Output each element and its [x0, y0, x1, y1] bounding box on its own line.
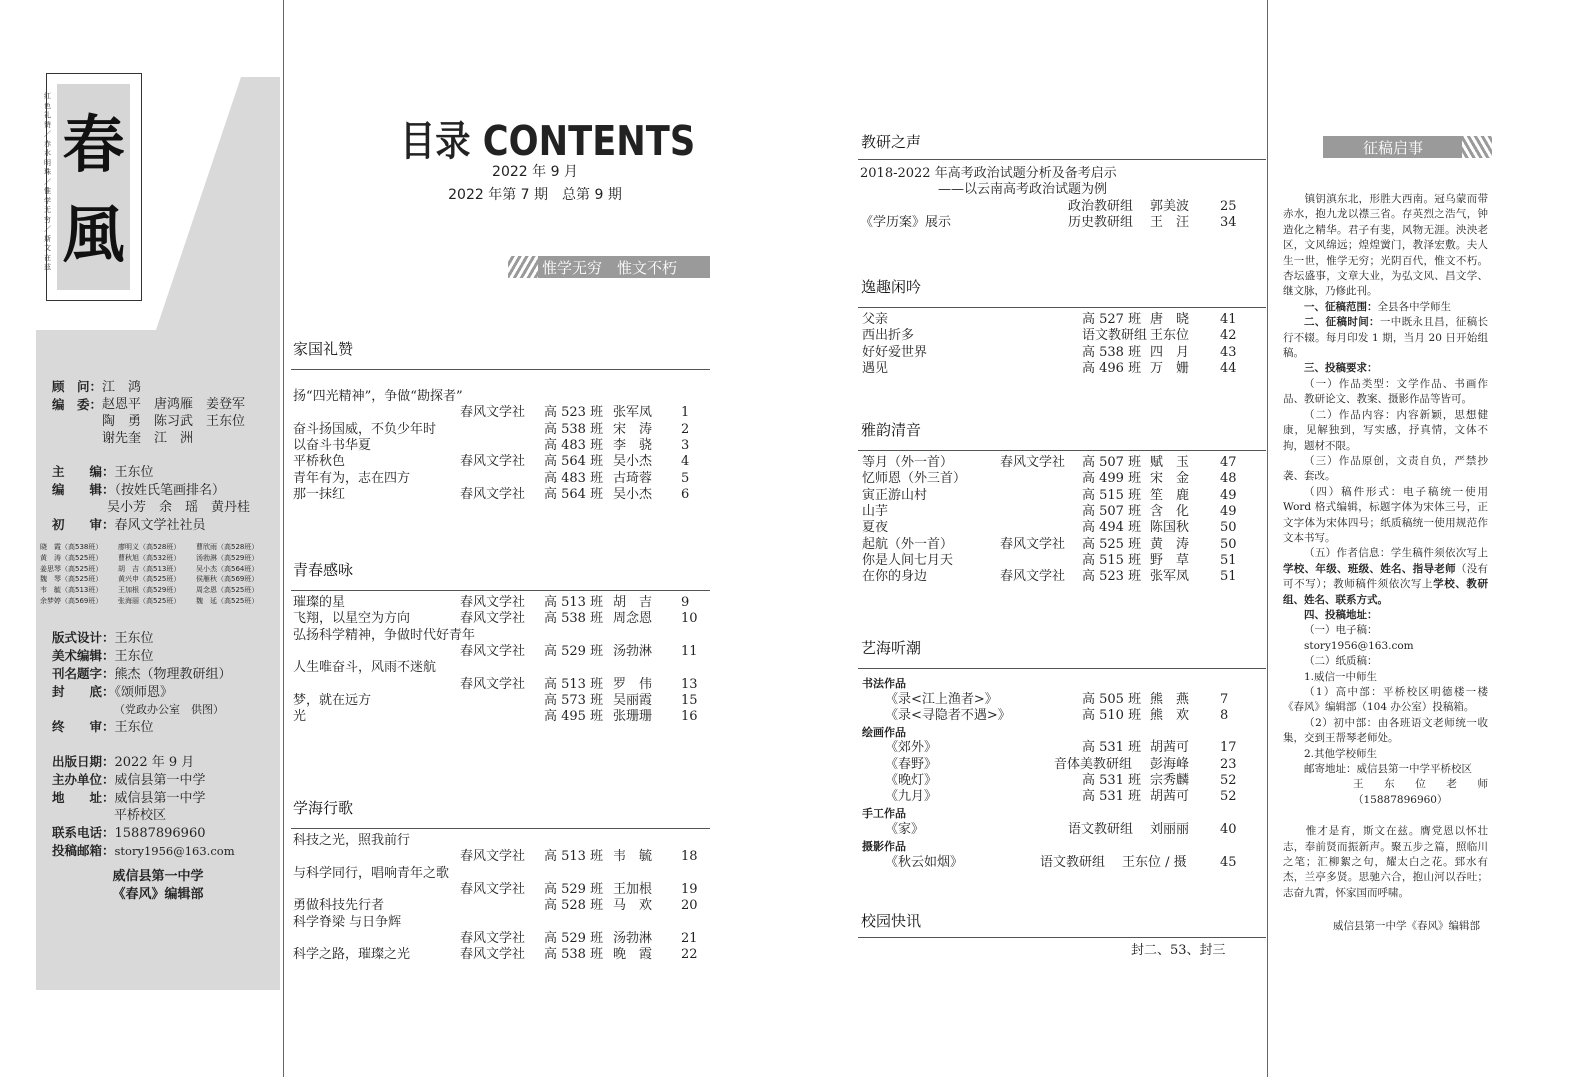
page-title: 目录 CONTENTS — [400, 117, 696, 165]
entry-society: 春风文学社 — [460, 947, 526, 963]
entry-title: 青年有为，志在四方 — [293, 470, 411, 486]
entry-society: 春风文学社 — [460, 676, 526, 692]
entry-author: 赋 玉 — [1150, 455, 1190, 470]
entry-title: 寅正游山村 — [862, 487, 928, 503]
page-numbers: 封二、53、封三 — [1131, 943, 1226, 958]
entry-title: 那一抹红 — [293, 486, 346, 502]
section-title: 逸趣闲吟 — [861, 278, 922, 296]
entry-class: 高 538 班 — [544, 421, 604, 437]
entry-class: 高 483 班 — [544, 437, 604, 453]
entry-page: 47 — [1220, 455, 1237, 470]
entry-author: 唐 晓 — [1150, 312, 1190, 327]
issue-date: 2022 年 9 月 — [492, 164, 578, 180]
entry-author: 吴小杰 — [613, 486, 653, 502]
entry-author: 宋 涛 — [613, 421, 653, 437]
entry-author: 吴小杰 — [613, 454, 653, 470]
entry-page: 13 — [681, 676, 698, 692]
entry-class: 高 531 班 — [1082, 789, 1142, 804]
section-rule — [858, 307, 1266, 308]
masthead-char-2: 風 — [62, 198, 125, 271]
entry-page: 8 — [1220, 708, 1229, 723]
editorial-board: 顾 问：江 鸿 编 委： 赵恩平 唐鸿雁 姜登军 陶 勇 陈习武 王东位 谢先奎 江 洲 主 编：王东位 编 辑：（按姓氏笔画排名） 吴小芳 余 瑶 黄丹桂 初 审：春风文学社社员 — [52, 379, 251, 533]
entry-author: 周念恩 — [613, 611, 653, 627]
entry-page: 4 — [681, 454, 690, 470]
entry-title: 梦，就在远方 — [293, 692, 372, 708]
entry-author: 宋 金 — [1150, 471, 1190, 487]
entry-class: 高 515 班 — [1082, 487, 1142, 503]
slogan-text: 惟学无穷 惟文不朽 — [542, 259, 678, 277]
entry-class: 高 483 班 — [544, 470, 604, 486]
entry-page: 23 — [1220, 757, 1237, 772]
entry-society: 春风文学社 — [1000, 569, 1066, 585]
entry-page: 5 — [681, 470, 690, 486]
entry-title: 夏夜 — [862, 520, 889, 536]
entry-class: 高 507 班 — [1082, 503, 1142, 519]
entry-class: 语文教研组 — [1068, 822, 1134, 837]
column-divider-right — [1267, 0, 1268, 1077]
section-title: 校园快讯 — [861, 912, 922, 930]
section-title: 雅韵清音 — [861, 421, 922, 439]
section-rule — [858, 937, 1266, 938]
entry-title: 科学脊梁 与日争辉 — [293, 914, 402, 930]
entry-page: 15 — [681, 692, 698, 708]
entry-author: 胡 吉 — [613, 595, 653, 610]
subcategory-label: 绘画作品 — [862, 726, 906, 739]
section-rule — [291, 590, 710, 591]
call-title: 征稿启事 — [1362, 139, 1423, 157]
subcategory-label: 书法作品 — [862, 677, 906, 690]
entry-class: 高 513 班 — [544, 595, 604, 610]
entry-class: 高 523 班 — [1082, 569, 1142, 585]
entry-page: 52 — [1220, 773, 1237, 788]
entry-author: 王东位 / 摄 — [1122, 855, 1187, 870]
entry-title: 扬“四光精神”，争做“勘探者” — [293, 389, 463, 404]
entry-page: 22 — [681, 947, 698, 963]
entry-class: 高 499 班 — [1082, 471, 1142, 487]
entry-page: 21 — [681, 930, 698, 946]
slogan-stripes — [508, 256, 538, 278]
entry-class: 高 505 班 — [1082, 692, 1142, 707]
entry-author: 胡茜可 — [1150, 789, 1190, 804]
entry-class: 高 513 班 — [544, 849, 604, 865]
entry-page: 48 — [1220, 471, 1237, 487]
entry-title: 飞翔，以星空为方向 — [293, 611, 411, 627]
entry-society: 春风文学社 — [460, 930, 526, 946]
entry-title: 父亲 — [862, 312, 889, 327]
entry-title: 《郊外》 — [885, 740, 938, 755]
entry-author: 郭美波 — [1150, 198, 1190, 214]
entry-society: 春风文学社 — [1000, 455, 1066, 470]
entry-author: 王 汪 — [1150, 214, 1190, 230]
entry-class: 高 529 班 — [544, 930, 604, 946]
subcategory-label: 手工作品 — [862, 807, 906, 820]
section-rule — [291, 828, 710, 829]
entry-society: 春风文学社 — [460, 454, 526, 470]
section-title: 教研之声 — [861, 133, 922, 151]
entry-page: 9 — [681, 595, 690, 610]
entry-title: 勇做科技先行者 — [293, 898, 385, 914]
entry-society: 春风文学社 — [460, 486, 526, 502]
entry-page: 20 — [681, 898, 698, 914]
entry-society: 春风文学社 — [460, 405, 526, 421]
entry-author: 张军凤 — [613, 405, 653, 421]
entry-class: 音体美教研组 — [1054, 757, 1133, 772]
entry-author: 张珊珊 — [613, 709, 653, 725]
entry-class: 政治教研组 — [1068, 198, 1134, 214]
entry-class: 高 525 班 — [1082, 536, 1142, 552]
entry-page: 18 — [681, 849, 698, 865]
entry-page: 44 — [1220, 360, 1237, 376]
entry-page: 6 — [681, 486, 690, 502]
masthead-logo — [46, 73, 142, 301]
entry-author: 笙 鹿 — [1150, 487, 1190, 503]
entry-class: 历史教研组 — [1068, 214, 1134, 230]
entry-page: 11 — [681, 643, 698, 659]
entry-title: 弘扬科学精神，争做时代好青年 — [293, 627, 476, 643]
entry-author: 刘丽丽 — [1150, 822, 1190, 837]
entry-page: 49 — [1220, 503, 1237, 519]
entry-page: 7 — [1220, 692, 1229, 707]
entry-class: 语文教研组 — [1082, 328, 1148, 344]
entry-class: 高 510 班 — [1082, 708, 1142, 723]
entry-title: 《学历案》展示 — [860, 214, 952, 230]
entry-title: 《晚灯》 — [885, 773, 938, 788]
entry-author: 胡茜可 — [1150, 740, 1190, 755]
entry-page: 1 — [681, 405, 690, 421]
entry-page: 19 — [681, 881, 698, 897]
entry-title: 《九月》 — [885, 789, 938, 804]
entry-title: 在你的身边 — [862, 569, 928, 585]
column-divider-left — [283, 0, 284, 1077]
entry-author: 王加根 — [613, 881, 653, 897]
entry-page: 51 — [1220, 552, 1237, 568]
entry-class: 高 564 班 — [544, 486, 604, 502]
entry-class: 高 538 班 — [544, 611, 604, 627]
entry-society: 春风文学社 — [460, 849, 526, 865]
entry-page: 16 — [681, 709, 698, 725]
section-rule — [291, 369, 710, 370]
entry-page: 3 — [681, 437, 690, 453]
entry-page: 45 — [1220, 855, 1237, 870]
entry-title: 奋斗扬国威，不负少年时 — [293, 421, 437, 437]
masthead-side-text: 红色礼赞／赤水明珠／惟学无穷／斯文在兹 — [44, 92, 51, 271]
section-title: 艺海听潮 — [861, 639, 922, 657]
credits: 版式设计：王东位 美术编辑：王东位 刊名题字：熊杰（物理教研组） 封 底：《颂师恩》 （党政办公室 供图） 终 审：王东位 出版日期：2022 年 9 月 主办单位：威信县第一中学 地 址：威信县第一中学 平桥校区 联系电话：15887896960 投稿邮箱：story1956@163.com — [52, 630, 235, 858]
entry-author: 含 化 — [1150, 503, 1190, 519]
entry-page: 50 — [1220, 520, 1237, 536]
entry-title: 《录<江上渔者>》 — [885, 692, 998, 707]
entry-author: 熊 燕 — [1150, 692, 1190, 707]
entry-class: 高 573 班 — [544, 692, 604, 708]
entry-author: 晚 霞 — [613, 947, 653, 963]
entry-title: 起航（外一首） — [862, 536, 954, 552]
entry-author: 韦 毓 — [613, 849, 653, 865]
entry-society: 春风文学社 — [460, 595, 526, 610]
entry-class: 高 528 班 — [544, 898, 604, 914]
entry-page: 17 — [1220, 740, 1237, 755]
subcategory-label: 摄影作品 — [862, 840, 906, 853]
entry-title: 你是人间七月天 — [862, 552, 954, 568]
entry-title: ——以云南高考政治试题为例 — [860, 182, 1108, 198]
member-list: 晓 霞（高538班） 廖明义（高528班） 曹欣雨（高528班） 黄 涛（高525班） 曹秋旭（高532班） 汤勃淋（高529班） 姜思琴（高525班） 胡 吉（高513班） 吴小杰（高564班） 魏 琴（高525班） 黄兴申（高525班） 侯雁秋（高569班） 韦 毓（高513班） 王加根（高529班） 周念恩（高525班） 余梦婷（高569班） 张海丽（高525班） 魏 延（高525班） — [40, 543, 259, 605]
masthead-char-1: 春 — [62, 108, 125, 181]
entry-page: 40 — [1220, 822, 1237, 837]
entry-class: 高 538 班 — [1082, 344, 1142, 360]
entry-title: 科学之路，璀璨之光 — [293, 947, 411, 963]
entry-page: 41 — [1220, 312, 1237, 327]
section-rule — [858, 450, 1266, 451]
entry-society: 春风文学社 — [1000, 536, 1066, 552]
entry-author: 野 草 — [1150, 552, 1190, 568]
section-title: 学海行歌 — [293, 799, 354, 817]
entry-author: 汤勃淋 — [613, 930, 653, 946]
entry-title: 等月（外一首） — [862, 455, 954, 470]
entry-author: 万 姗 — [1150, 360, 1190, 376]
entry-class: 高 564 班 — [544, 454, 604, 470]
entry-author: 张军凤 — [1150, 569, 1190, 585]
entry-title: 以奋斗书华夏 — [293, 437, 372, 453]
call-stripes — [1462, 136, 1492, 158]
entry-title: 《家》 — [885, 822, 925, 837]
entry-class: 高 523 班 — [544, 405, 604, 421]
entry-title: 璀璨的星 — [293, 595, 346, 610]
entry-title: 山芋 — [862, 503, 889, 519]
entry-title: 遇见 — [862, 360, 889, 376]
entry-author: 宗秀麟 — [1150, 773, 1190, 788]
entry-class: 高 507 班 — [1082, 455, 1142, 470]
entry-author: 李 骁 — [613, 437, 653, 453]
entry-society: 春风文学社 — [460, 611, 526, 627]
entry-page: 50 — [1220, 536, 1237, 552]
entry-author: 彭海峰 — [1150, 757, 1190, 772]
entry-title: 《春野》 — [885, 757, 938, 772]
issue-number: 2022 年第 7 期 总第 9 期 — [448, 187, 622, 203]
entry-page: 42 — [1220, 328, 1237, 344]
entry-author: 黄 涛 — [1150, 536, 1190, 552]
entry-author: 汤勃淋 — [613, 643, 653, 659]
entry-page: 51 — [1220, 569, 1237, 585]
entry-class: 高 527 班 — [1082, 312, 1142, 327]
section-rule — [858, 668, 1266, 669]
entry-class: 高 529 班 — [544, 881, 604, 897]
entry-title: 与科学同行，唱响青年之歌 — [293, 865, 450, 881]
entry-page: 52 — [1220, 789, 1237, 804]
entry-class: 高 496 班 — [1082, 360, 1142, 376]
entry-title: 好好爱世界 — [862, 344, 928, 360]
entry-class: 高 515 班 — [1082, 552, 1142, 568]
entry-author: 古琦蓉 — [613, 470, 653, 486]
entry-author: 罗 伟 — [613, 676, 653, 692]
entry-title: 光 — [293, 709, 307, 725]
entry-title: 《秋云如烟》 — [885, 855, 964, 870]
section-title: 家国礼赞 — [293, 340, 354, 358]
entry-title: 西出折多 — [862, 328, 915, 344]
entry-class: 高 531 班 — [1082, 740, 1142, 755]
entry-page: 34 — [1220, 214, 1237, 230]
entry-class: 高 495 班 — [544, 709, 604, 725]
entry-class: 高 494 班 — [1082, 520, 1142, 536]
entry-class: 高 531 班 — [1082, 773, 1142, 788]
entry-author: 四 月 — [1150, 344, 1190, 360]
entry-page: 2 — [681, 421, 690, 437]
call-body: 镇钥滇东北，形胜大西南。冠乌蒙而带赤水，抱九龙以襟三省。存英烈之浩气，钟造化之精华。君子有斐，风物无涯。泱泱老区，文风绵远；煌煌黉门，教泽宏敷。夫人生一世，惟学无穷；光阴百代，惟文不朽。杏坛盛事，文章大业，为弘文风、昌文学、继文脉，乃修此刊。 一、征稿范围：全县各中学师生 二、征稿时间：一中既永且昌，征稿长行不辍。每月印发 1 期，当月 20 日开始组稿。 三、投稿要求： （一）作品类型：文学作品、书画作品、教研论文、教案、摄影作品等皆可。 （二）作品内容：内容新颖，思想健康，见解独到，写实感，抒真情，文体不拘，题材不限。 （三）作品原创，文责自负，严禁抄袭、套改。 （四）稿件形式：电子稿统一使用 Word 格式编辑，标题字体为宋体三号，正文字体为宋体四号；纸质稿统一使用规范作文本书写。 （五）作者信息：学生稿件须依次写上学校、年级、班级、姓名、指导老师（没有可不写）；教师稿件须依次写上学校、教研组、姓名、联系方式。 四、投稿地址： （一）电子稿： story1956@163.com （二）纸质稿： 1.威信一中师生 （1）高中部：平桥校区明德楼一楼《春风》编辑部（104 办公室）投稿箱。 （2）初中部：由各班语文老师统一收集，交到王帮琴老师处。 2.其他学校师生 邮寄地址：威信县第一中学平桥校区 王东位老师（15887896960） 惟才是育，斯文在兹。膺党恩以怀壮志，奉前贤而振新声。聚五步之篇，照临川之笔；汇柳絮之句，耀太白之花。郅水有杰，兰亭多贤。思驰六合，抱山河以吞吐；志奋九霄，怀家国而呼啸。 威信县第一中学《春风》编辑部 — [1283, 193, 1489, 933]
entry-title: 2018-2022 年高考政治试题分析及备考启示 — [860, 166, 1117, 181]
entry-title: 科技之光，照我前行 — [293, 833, 411, 848]
publisher-footer: 威信县第一中学 《春风》编辑部 — [112, 869, 204, 902]
entry-author: 熊 欢 — [1150, 708, 1190, 723]
section-title: 青春感咏 — [293, 561, 354, 579]
entry-author: 陈国秋 — [1150, 520, 1190, 536]
entry-society: 春风文学社 — [460, 643, 526, 659]
entry-page: 43 — [1220, 344, 1237, 360]
section-rule — [858, 159, 1266, 160]
entry-title: 《录<寻隐者不遇>》 — [885, 708, 1011, 723]
entry-title: 忆师恩（外三首） — [862, 471, 967, 487]
entry-class: 高 513 班 — [544, 676, 604, 692]
entry-author: 吴丽霞 — [613, 692, 653, 708]
entry-title: 人生唯奋斗，风雨不迷航 — [293, 660, 437, 676]
entry-title: 平桥秋色 — [293, 454, 346, 470]
entry-author: 王东位 — [1150, 328, 1190, 344]
entry-class: 语文教研组 — [1040, 855, 1106, 870]
entry-author: 马 欢 — [613, 898, 653, 914]
entry-society: 春风文学社 — [460, 881, 526, 897]
entry-page: 25 — [1220, 198, 1237, 214]
entry-page: 10 — [681, 611, 698, 627]
entry-class: 高 538 班 — [544, 947, 604, 963]
entry-class: 高 529 班 — [544, 643, 604, 659]
entry-page: 49 — [1220, 487, 1237, 503]
